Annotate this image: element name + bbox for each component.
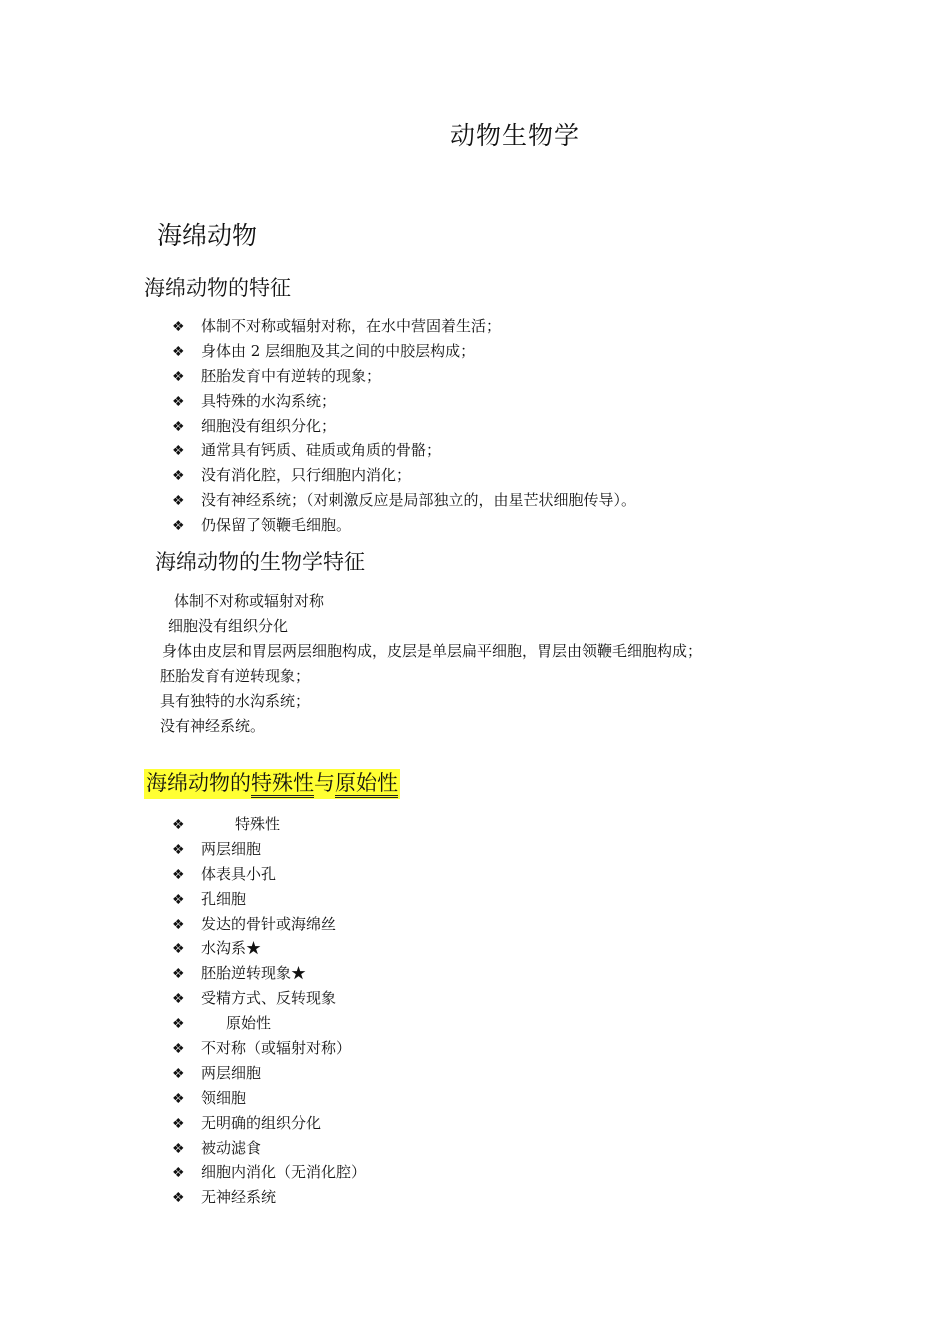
special-primitive-list (172, 812, 366, 1210)
bullet-diamond-icon: ❖ (172, 1090, 185, 1107)
bullet-diamond-icon: ❖ (172, 418, 185, 435)
heading-primitive-underlined: 原始性 (335, 771, 398, 798)
list-item: ❖ 无神经系统 (172, 1185, 366, 1210)
list-item: ❖ 受精方式、反转现象 (172, 986, 366, 1011)
highlighted-heading: 海绵动物的特殊性与原始性 (144, 769, 400, 799)
list-item: ❖ 领细胞 (172, 1086, 366, 1111)
list-item: ❖ 没有神经系统；（对刺激反应是局部独立的，由星芒状细胞传导）。 (172, 488, 636, 513)
features-list (172, 314, 636, 538)
bullet-diamond-icon: ❖ (172, 319, 185, 335)
document-title: 动物生物学 (450, 121, 581, 150)
bullet-diamond-icon: ❖ (172, 393, 185, 410)
bullet-diamond-icon: ❖ (172, 866, 185, 883)
bio-features-text (160, 589, 702, 739)
bullet-diamond-icon: ❖ (172, 916, 185, 933)
special-primitive-heading (144, 767, 400, 797)
bullet-diamond-icon: ❖ (172, 941, 185, 958)
list-item: ❖ 不对称（或辐射对称） (172, 1036, 366, 1061)
list-item: ❖ 水沟系★ (172, 936, 366, 961)
bullet-diamond-icon: ❖ (172, 841, 185, 858)
list-item: ❖ 仍保留了领鞭毛细胞。 (172, 513, 636, 538)
list-item: ❖ 细胞内消化（无消化腔） (172, 1160, 366, 1185)
bullet-diamond-icon: ❖ (172, 493, 185, 510)
list-item: ❖ 体表具小孔 (172, 862, 366, 887)
list-item: ❖ 被动滤食 (172, 1136, 366, 1161)
list-item: ❖ 通常具有钙质、硅质或角质的骨骼； (172, 438, 636, 463)
bio-features-heading: 海绵动物的生物学特征 (155, 550, 365, 574)
features-heading: 海绵动物的特征 (144, 276, 291, 300)
bullet-diamond-icon: ❖ (172, 443, 185, 460)
list-item: ❖ 细胞没有组织分化； (172, 414, 636, 439)
heading-special-underlined: 特殊性 (251, 771, 314, 798)
bullet-diamond-icon: ❖ (172, 966, 185, 983)
text-line: 体制不对称或辐射对称 (174, 592, 325, 610)
bullet-diamond-icon: ❖ (172, 1065, 185, 1082)
bullet-diamond-icon: ❖ (172, 468, 185, 485)
section-heading: 海绵动物 (157, 221, 258, 250)
list-item: ❖ 胚胎逆转现象★ (172, 961, 366, 986)
list-item: ❖ 身体由 2 层细胞及其之间的中胶层构成； (172, 339, 636, 364)
bullet-diamond-icon: ❖ (172, 368, 185, 385)
list-item: ❖ 没有消化腔，只行细胞内消化； (172, 463, 636, 488)
text-line: 细胞没有组织分化 (168, 617, 289, 635)
bullet-diamond-icon: ❖ (172, 1165, 185, 1182)
bullet-diamond-icon: ❖ (172, 1190, 185, 1207)
bullet-diamond-icon: ❖ (172, 817, 185, 833)
bullet-diamond-icon: ❖ (172, 991, 185, 1008)
list-item: ❖ 体制不对称或辐射对称，在水中营固着生活； (172, 314, 636, 339)
list-item: ❖ 胚胎发育中有逆转的现象； (172, 364, 636, 389)
list-item: ❖ 两层细胞 (172, 1061, 366, 1086)
bullet-diamond-icon: ❖ (172, 1016, 185, 1033)
list-item: ❖ 孔细胞 (172, 887, 366, 912)
bullet-diamond-icon: ❖ (172, 1115, 185, 1132)
text-line: 身体由皮层和胃层两层细胞构成，皮层是单层扁平细胞，胃层由领鞭毛细胞构成； (162, 642, 703, 660)
list-item: ❖ 两层细胞 (172, 837, 366, 862)
bullet-diamond-icon: ❖ (172, 518, 185, 535)
text-line: 胚胎发育有逆转现象； (160, 667, 311, 685)
bullet-diamond-icon: ❖ (172, 1140, 185, 1157)
list-item: ❖ 具特殊的水沟系统； (172, 389, 636, 414)
text-line: 没有神经系统。 (160, 717, 266, 735)
list-item: ❖ 无明确的组织分化 (172, 1111, 366, 1136)
text-line: 具有独特的水沟系统； (160, 692, 311, 710)
list-item: ❖ 特殊性 (172, 812, 366, 837)
list-item: ❖ 原始性 (172, 1011, 366, 1036)
list-item: ❖ 发达的骨针或海绵丝 (172, 912, 366, 937)
bullet-diamond-icon: ❖ (172, 343, 185, 360)
bullet-diamond-icon: ❖ (172, 891, 185, 908)
bullet-diamond-icon: ❖ (172, 1041, 185, 1058)
